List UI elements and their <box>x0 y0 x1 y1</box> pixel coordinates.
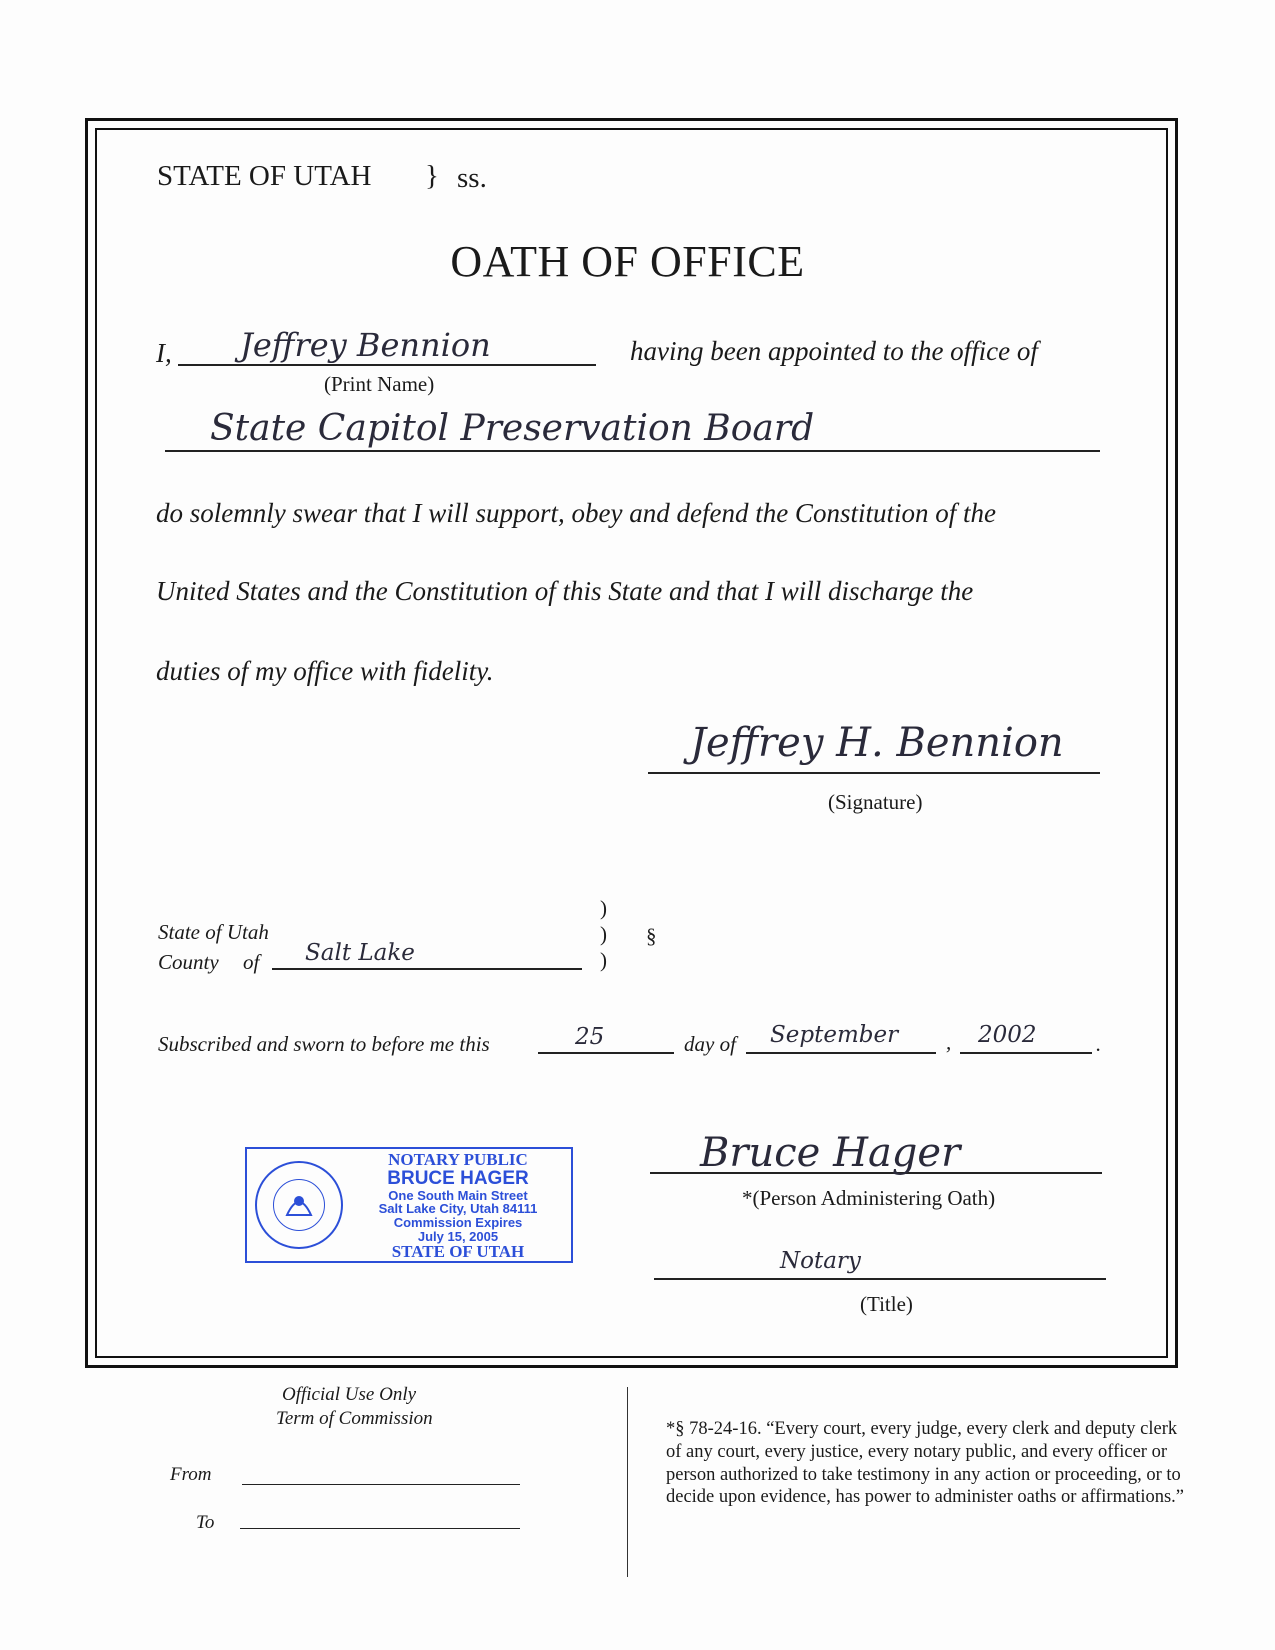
year-line <box>960 1052 1092 1054</box>
signature-line <box>648 772 1100 774</box>
day-handwritten: 25 <box>575 1024 605 1050</box>
day-line <box>538 1052 674 1054</box>
oath-text-line3: duties of my office with fidelity. <box>156 656 494 686</box>
seal-icon <box>255 1161 343 1249</box>
print-name-label: (Print Name) <box>324 372 435 396</box>
paren-1: ) <box>600 896 607 920</box>
oath-text-line1: do solemnly swear that I will support, obey and defend the Constitution of the <box>156 498 996 528</box>
period: . <box>1096 1032 1102 1056</box>
stamp-line-name: BRUCE HAGER <box>387 1167 529 1189</box>
name-handwritten: Jeffrey Bennion <box>240 326 491 364</box>
stamp-line-state: STATE OF UTAH <box>391 1242 525 1262</box>
venue-state: State of Utah <box>158 920 269 944</box>
brace: } <box>425 160 439 192</box>
footer-divider <box>627 1387 628 1577</box>
stamp-line-date: July 15, 2005 <box>417 1228 499 1244</box>
title-line <box>654 1278 1106 1280</box>
statute-footnote: *§ 78-24-16. “Every court, every judge, every clerk and deputy clerk of any court, every justice, every notary public, and every officer or person authorized to take testimony in any action or proceeding, or to decide upon evidence, has power to administer oaths or affirmations.” <box>666 1419 1185 1508</box>
year-handwritten: 2002 <box>978 1022 1037 1048</box>
stamp-line-street: One South Main Street <box>388 1187 528 1203</box>
venue-county-label: County <box>158 950 219 974</box>
county-line <box>272 968 582 970</box>
i-label: I, <box>156 338 172 368</box>
state-heading: STATE OF UTAH <box>157 160 372 192</box>
name-line <box>178 364 596 366</box>
paren-2: ) <box>600 922 607 946</box>
notary-stamp <box>245 1147 573 1263</box>
appointed-text: having been appointed to the office of <box>630 336 1038 366</box>
from-line <box>242 1484 520 1485</box>
month-line <box>746 1052 936 1054</box>
stamp-line-notary: NOTARY PUBLIC <box>388 1150 528 1169</box>
to-label: To <box>196 1512 215 1533</box>
office-line <box>165 450 1100 452</box>
month-handwritten: September <box>770 1022 899 1048</box>
ss-label: ss. <box>457 162 487 194</box>
title-handwritten: Notary <box>780 1248 861 1274</box>
office-handwritten: State Capitol Preservation Board <box>210 408 815 449</box>
term-heading: Term of Commission <box>276 1408 433 1429</box>
stamp-line-expires: Commission Expires <box>393 1215 523 1231</box>
venue-of-label: of <box>243 950 260 974</box>
paren-3: ) <box>600 948 607 972</box>
to-line <box>240 1528 520 1529</box>
oath-text-line2: United States and the Constitution of this State and that I will discharge the <box>156 576 974 606</box>
section-mark: § <box>646 924 657 948</box>
day-of-label: day of <box>684 1032 736 1056</box>
comma: , <box>946 1030 952 1054</box>
administrator-label: *(Person Administering Oath) <box>742 1186 996 1210</box>
county-handwritten: Salt Lake <box>305 940 415 966</box>
title-label: (Title) <box>860 1292 913 1316</box>
administrator-signature-handwritten: Bruce Hager <box>700 1130 961 1176</box>
document-title: OATH OF OFFICE <box>450 237 805 286</box>
official-use-heading: Official Use Only <box>282 1384 417 1405</box>
signature-label: (Signature) <box>828 790 923 814</box>
signature-handwritten: Jeffrey H. Bennion <box>690 720 1064 766</box>
stamp-line-city: Salt Lake City, Utah 84111 <box>378 1201 538 1217</box>
from-label: From <box>170 1464 212 1485</box>
sworn-prefix: Subscribed and sworn to before me this <box>158 1032 490 1056</box>
